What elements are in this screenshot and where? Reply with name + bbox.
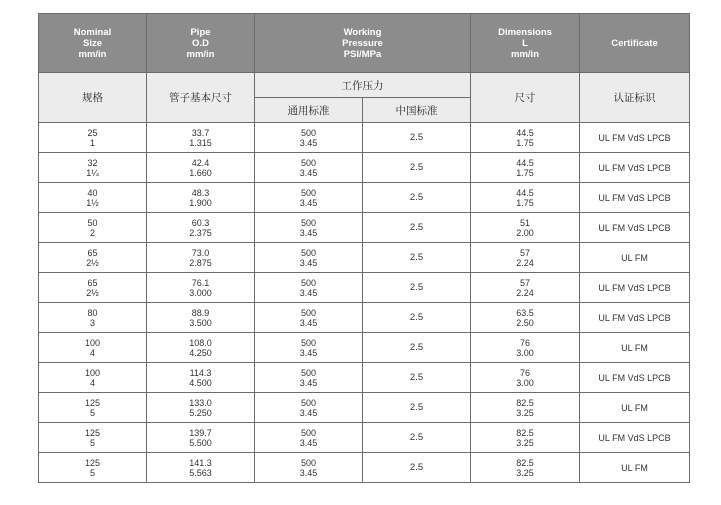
cell-dimension: 82.5 3.25 (471, 393, 580, 423)
cell-dimension: 82.5 3.25 (471, 423, 580, 453)
cell-dimension: 82.5 3.25 (471, 453, 580, 483)
cell-certificate: UL FM VdS LPCB (580, 123, 690, 153)
cell-pressure-general: 500 3.45 (255, 273, 363, 303)
cell-pressure-general: 500 3.45 (255, 153, 363, 183)
cell-certificate: UL FM VdS LPCB (580, 303, 690, 333)
cell-dimension: 63.5 2.50 (471, 303, 580, 333)
cell-dimension: 44.5 1.75 (471, 123, 580, 153)
cell-pressure-china: 2.5 (363, 183, 471, 213)
cell-pressure-china: 2.5 (363, 363, 471, 393)
table-row (39, 273, 690, 303)
cell-od: 42.4 1.660 (147, 153, 255, 183)
cell-certificate: UL FM VdS LPCB (580, 363, 690, 393)
cell-size: 32 1¼ (39, 153, 147, 183)
cell-pressure-china: 2.5 (363, 333, 471, 363)
header-pressure-cn: 工作压力 (255, 73, 471, 98)
table-row (39, 363, 690, 393)
cell-pressure-general: 500 3.45 (255, 213, 363, 243)
header-china-standard: 中国标准 (363, 98, 471, 123)
cell-size: 65 2½ (39, 273, 147, 303)
cell-pressure-china: 2.5 (363, 213, 471, 243)
cell-pressure-china: 2.5 (363, 243, 471, 273)
cell-certificate: UL FM VdS LPCB (580, 273, 690, 303)
cell-size: 100 4 (39, 333, 147, 363)
cell-dimension: 57 2.24 (471, 273, 580, 303)
cell-od: 108.0 4.250 (147, 333, 255, 363)
cell-pressure-general: 500 3.45 (255, 423, 363, 453)
cell-certificate: UL FM VdS LPCB (580, 183, 690, 213)
table-row (39, 423, 690, 453)
cell-pressure-general: 500 3.45 (255, 393, 363, 423)
cell-od: 133.0 5.250 (147, 393, 255, 423)
cell-od: 48.3 1.900 (147, 183, 255, 213)
cell-pressure-china: 2.5 (363, 423, 471, 453)
header-dim-en: Dimensions L mm/in (471, 14, 580, 73)
header-od-cn: 管子基本尺寸 (147, 73, 255, 123)
cell-size: 125 5 (39, 453, 147, 483)
cell-certificate: UL FM (580, 453, 690, 483)
header-size-cn: 规格 (39, 73, 147, 123)
cell-certificate: UL FM (580, 393, 690, 423)
cell-size: 65 2½ (39, 243, 147, 273)
cell-dimension: 51 2.00 (471, 213, 580, 243)
cell-size: 40 1½ (39, 183, 147, 213)
cell-dimension: 44.5 1.75 (471, 183, 580, 213)
table-row (39, 183, 690, 213)
cell-dimension: 57 2.24 (471, 243, 580, 273)
cell-pressure-general: 500 3.45 (255, 363, 363, 393)
table-row (39, 333, 690, 363)
cell-size: 80 3 (39, 303, 147, 333)
header-dim-cn: 尺寸 (471, 73, 580, 123)
cell-pressure-general: 500 3.45 (255, 183, 363, 213)
cell-pressure-general: 500 3.45 (255, 123, 363, 153)
cell-od: 139.7 5.500 (147, 423, 255, 453)
table-row (39, 393, 690, 423)
cell-od: 60.3 2.375 (147, 213, 255, 243)
cell-pressure-general: 500 3.45 (255, 303, 363, 333)
cell-pressure-china: 2.5 (363, 153, 471, 183)
cell-size: 100 4 (39, 363, 147, 393)
cell-pressure-china: 2.5 (363, 273, 471, 303)
cell-certificate: UL FM VdS LPCB (580, 213, 690, 243)
cell-od: 88.9 3.500 (147, 303, 255, 333)
cell-certificate: UL FM VdS LPCB (580, 153, 690, 183)
cell-pressure-general: 500 3.45 (255, 333, 363, 363)
table-row (39, 123, 690, 153)
header-cert-en: Certificate (580, 14, 690, 73)
table-row (39, 243, 690, 273)
cell-pressure-general: 500 3.45 (255, 243, 363, 273)
spec-table-container (38, 13, 689, 483)
header-size-en: Nominal Size mm/in (39, 14, 147, 73)
table-row (39, 213, 690, 243)
cell-od: 73.0 2.875 (147, 243, 255, 273)
cell-certificate: UL FM (580, 333, 690, 363)
table-body (39, 123, 690, 483)
cell-pressure-general: 500 3.45 (255, 453, 363, 483)
cell-od: 33.7 1.315 (147, 123, 255, 153)
cell-size: 25 1 (39, 123, 147, 153)
cell-size: 50 2 (39, 213, 147, 243)
cell-dimension: 76 3.00 (471, 333, 580, 363)
cell-pressure-china: 2.5 (363, 453, 471, 483)
header-od-en: Pipe O.D mm/in (147, 14, 255, 73)
header-cert-cn: 认证标识 (580, 73, 690, 123)
cell-certificate: UL FM (580, 243, 690, 273)
header-general-standard: 通用标准 (255, 98, 363, 123)
cell-pressure-china: 2.5 (363, 123, 471, 153)
cell-od: 114.3 4.500 (147, 363, 255, 393)
table-row (39, 303, 690, 333)
table-row (39, 153, 690, 183)
cell-size: 125 5 (39, 393, 147, 423)
cell-pressure-china: 2.5 (363, 393, 471, 423)
cell-dimension: 44.5 1.75 (471, 153, 580, 183)
cell-od: 141.3 5.563 (147, 453, 255, 483)
cell-size: 125 5 (39, 423, 147, 453)
spec-table (38, 13, 690, 483)
cell-od: 76.1 3.000 (147, 273, 255, 303)
header-row-cn (39, 73, 690, 98)
cell-certificate: UL FM VdS LPCB (580, 423, 690, 453)
cell-dimension: 76 3.00 (471, 363, 580, 393)
header-pressure-en: Working Pressure PSI/MPa (255, 14, 471, 73)
header-row-en (39, 14, 690, 73)
table-row (39, 453, 690, 483)
cell-pressure-china: 2.5 (363, 303, 471, 333)
